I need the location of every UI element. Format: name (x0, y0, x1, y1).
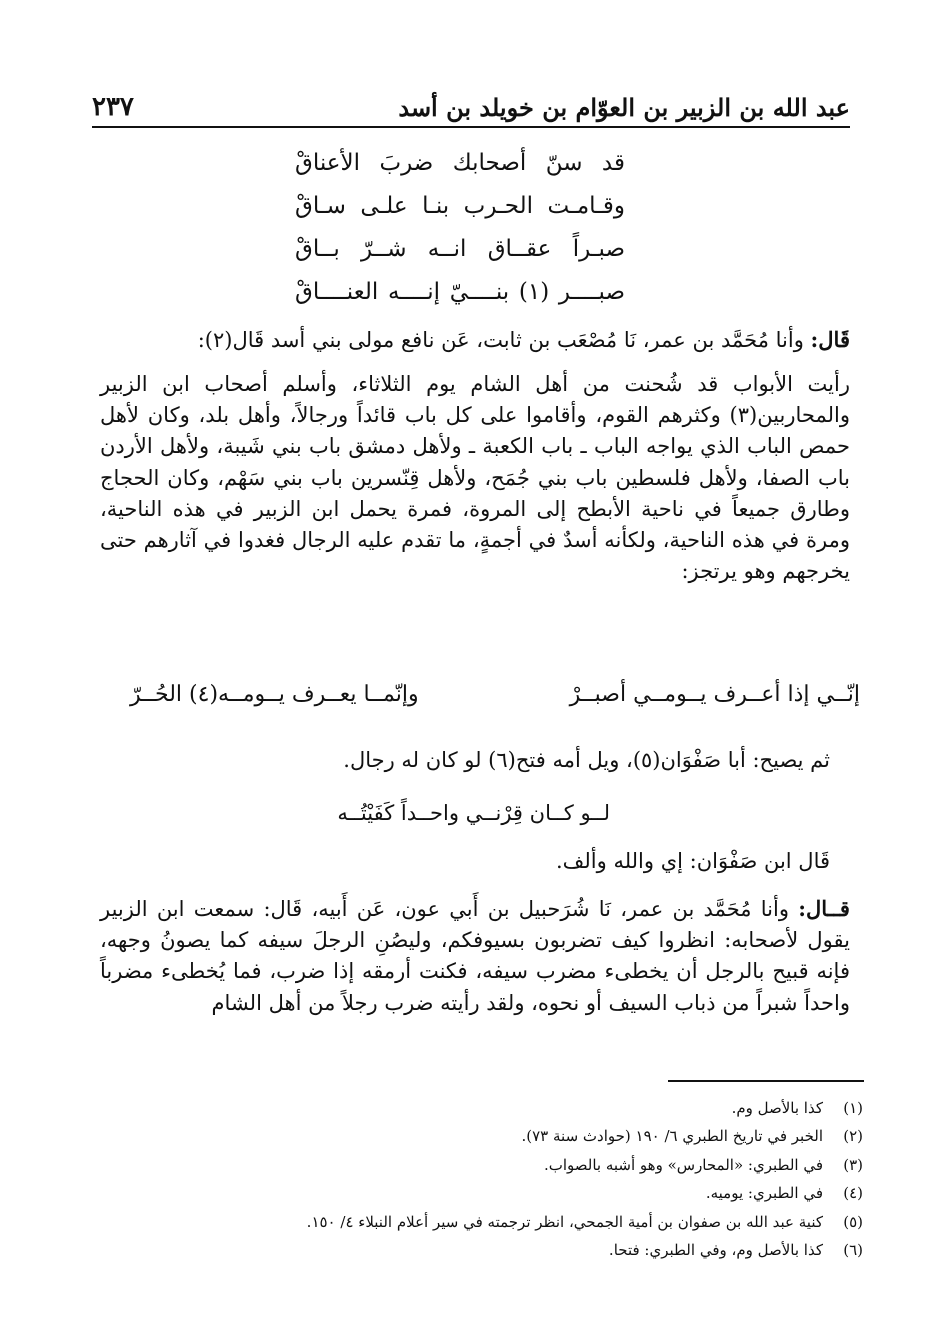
footnote (100, 1208, 863, 1236)
footnote-text: في الطبري: «المحارس» وهو أشبه بالصواب. (543, 1155, 823, 1174)
footnote-text: الخبر في تاريخ الطبري ٦/ ١٩٠ (حوادث سنة ٧٣). (521, 1127, 823, 1146)
body-paragraph: رأيت الأبواب قد شُحنت من أهل الشام يوم الثلاثاء، وأسلم أصحاب ابن الزبير والمحاربين(٣) وكثرهم القوم، وأقاموا على كل باب قائداً ورجالاً، وأهل بلد، وكان لأهل حمص الباب الذي يواجه الباب ـ باب الكعبة ـ ولأهل دمشق باب بني شَيبة، ولأهل الأردن باب الصفا، ولأهل فلسطين باب بني جُمَح، ولأهل قِنّسرين باب بني سَهْم، وكان الحجاج وطارق جميعاً في ناحية الأبطح إلى المروة، فمرة يحمل ابن الزبير في هذه الناحية، ومرة في هذه الناحية، ولكأنه أسدٌ في أجمةٍ، ما تقدم عليه الرجال فغدوا في آثارهم حتى يخرجهم وهو يرتجز: (100, 372, 850, 584)
poem-verses (295, 142, 625, 314)
verse-line: وقـامـت الحـرب بنـا علـى سـاقْ (295, 193, 625, 219)
running-title: عبد الله بن الزبير بن العوّام بن خويلد بن أسد (398, 93, 850, 122)
footnote-number: (١) (843, 1099, 863, 1117)
text-line: ثم يصيح: أبا صَفْوَان(٥)، ويل أمه فتح(٦) لو كان له رجال. (343, 748, 830, 772)
verse-line: صبــــر (١) بنــــيّ إنــــه العنــــاقْ (295, 279, 626, 305)
footnote-number: (٦) (843, 1241, 863, 1260)
verse-line: قد سنّ أصحابك ضربَ الأعناقْ (295, 150, 625, 176)
narration-lead: قــال: (798, 896, 850, 921)
footnote-text: كذا بالأصل وم. (731, 1099, 823, 1117)
text-line: قَال ابن صَفْوَان: إي والله وألف. (555, 849, 830, 873)
rajaz-verse (130, 682, 860, 707)
narration-paragraph (100, 324, 850, 356)
verse-line: صبـراً عقــاق انــه شــرّ بــاقْ (295, 236, 625, 262)
verse-line: لــو كــان قِرْنــي واحــداً كَفَيْتُــه (337, 801, 610, 825)
narration-lead: قَال: (810, 327, 850, 352)
footnote-number: (٢) (843, 1127, 863, 1146)
page-header (92, 78, 850, 128)
narration-text: وأنا مُحَمَّد بن عمر، نَا شُرَحبيل بن أَبي عون، عَن أَبيه، قَال: سمعت ابن الزبير يقول لأصحابه: انظروا كيف تضربون بسيوفكم، وليصُنِ الرجلَ سيفه كما يصونُ وجهه، فإنه قبيح بالرجل أن يخطىء مضرب سيفه، فكنت أرمقه إذا ضرب، فما يُخطىء مضرباً واحداً شبراً من ذباب السيف أو نحوه، ولقد رأيته ضرب رجلاً من أهل الشام (100, 897, 850, 1015)
page-number: ٢٣٧ (92, 92, 134, 122)
footnote-text: كنية عبد الله بن صفوان بن أمية الجمحي، انظر ترجمته في سير أعلام النبلاء ٤/ ١٥٠. (306, 1212, 823, 1231)
footnote (100, 1179, 863, 1207)
footnote-divider (668, 1080, 864, 1082)
footnote (100, 1122, 863, 1150)
footnote (100, 1151, 863, 1179)
footnotes (100, 1094, 863, 1264)
footnote-number: (٤) (843, 1184, 863, 1203)
narration-text: وأنا مُحَمَّد بن عمر، نَا مُصْعَب بن ثابت، عَن نافع مولى بني أسد قَال(٢): (197, 328, 804, 352)
rajaz-hemistich-right: إنّــي إذا أعــرف يــومــي أصبــرْ (569, 682, 860, 707)
footnote-text: كذا بالأصل وم، وفي الطبري: فتحا. (608, 1241, 823, 1260)
rajaz-hemistich-left: وإنّمــا يعــرف يــومــه(٤) الحُــرّ (130, 682, 419, 707)
footnote-text: في الطبري: يوميه. (705, 1184, 823, 1203)
footnote-number: (٥) (843, 1212, 863, 1231)
narration-paragraph (100, 893, 850, 1019)
footnote (100, 1236, 863, 1264)
footnote (100, 1094, 863, 1122)
footnote-number: (٣) (843, 1155, 863, 1174)
